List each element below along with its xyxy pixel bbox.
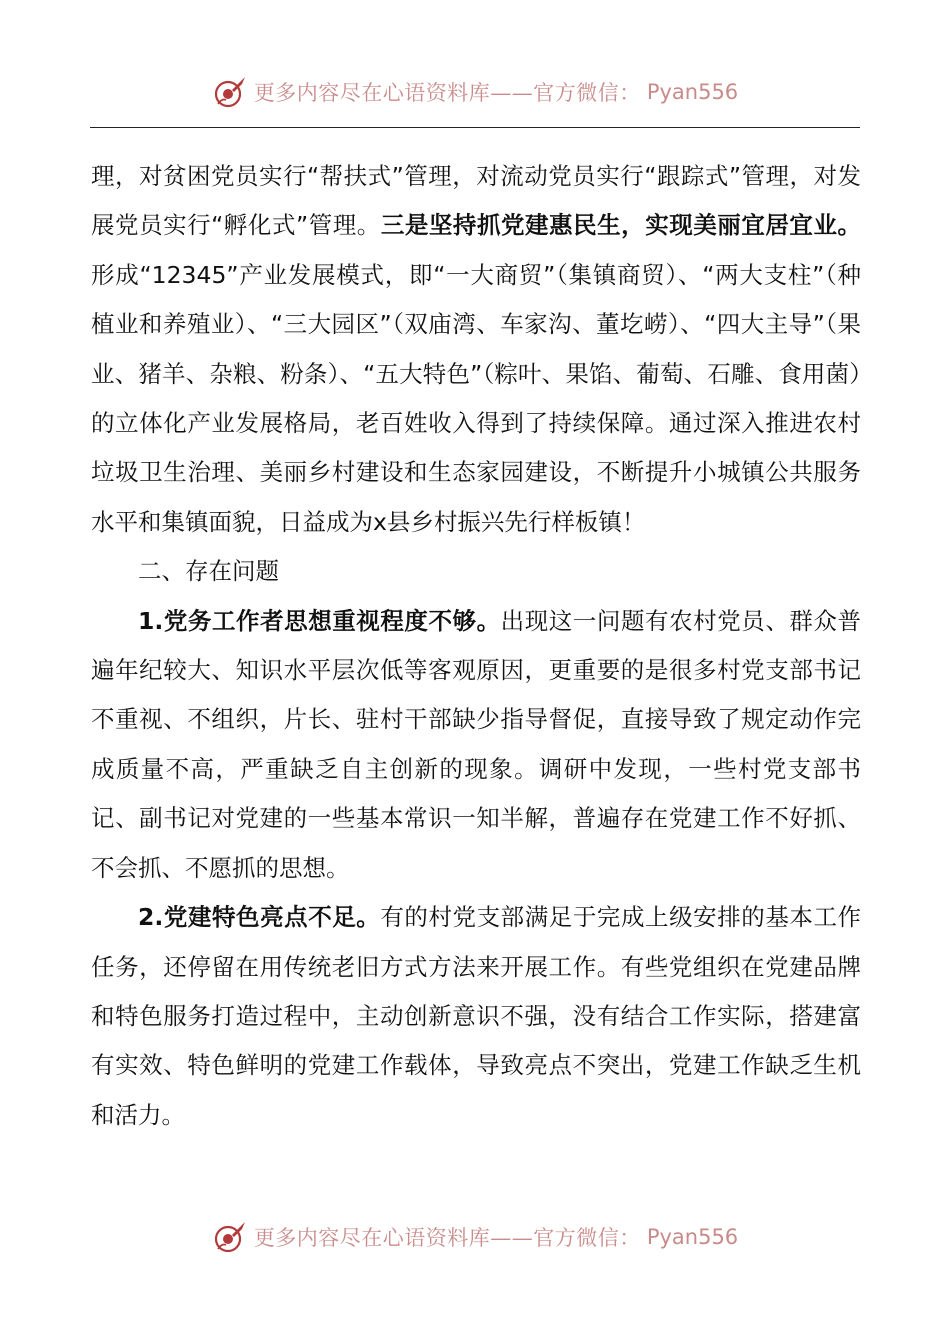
paragraph-text: 有的村党支部满足于完成上级安排的基本工作任务，还停留在用传统老旧方式方法来开展工作。有些党组织在党建品牌和特色服务打造过程中，主动创新意识不强，没有结合工作实际，搭建富有实效、特色鲜明的党建工作载体，导致亮点不突出，党建工作缺乏生机和活力。	[91, 903, 862, 1129]
paragraph-achievements	[91, 152, 861, 547]
paragraph-text: 形成“12345”产业发展模式，即“一大商贸”（集镇商贸）、“两大支柱”（种植业和养殖业）、“三大园区”（双庙湾、车家沟、董圪崂）、“四大主导”（果业、猪羊、杂粮、粉条）、“五大特色”（粽叶、果馅、葡萄、石雕、食用菌）的立体化产业发展格局，老百姓收入得到了持续保障。通过深入推进农村垃圾卫生治理、美丽乡村建设和生态家园建设，不断提升小城镇公共服务水平和集镇面貌，日益成为x县乡村振兴先行样板镇！	[91, 260, 861, 536]
paragraph-problem-2	[91, 893, 861, 1140]
bold-lead: 2.党建特色亮点不足。	[138, 903, 381, 932]
header-divider	[90, 127, 860, 128]
watermark-contact: Pyan556	[646, 80, 739, 104]
document-body	[91, 152, 861, 1140]
bold-lead: 三是坚持抓党建惠民生，实现美丽宜居宜业。	[380, 211, 861, 240]
watermark-contact: Pyan556	[646, 1225, 739, 1249]
paragraph-problem-1	[91, 597, 861, 893]
bold-lead: 1.党务工作者思想重视程度不够。	[138, 606, 501, 635]
quill-seal-icon	[212, 74, 248, 110]
section-heading: 二、存在问题	[138, 557, 279, 586]
footer-watermark	[0, 1215, 950, 1259]
paragraph-text: 出现这一问题有农村党员、群众普遍年纪较大、知识水平层次低等客观原因，更重要的是很多村党支部书记不重视、不组织，片长、驻村干部缺少指导督促，直接导致了规定动作完成质量不高，严重缺乏自主创新的现象。调研中发现，一些村党支部书记、副书记对党建的一些基本常识一知半解，普遍存在党建工作不好抓、不会抓、不愿抓的思想。	[91, 606, 862, 882]
watermark-text: 更多内容尽在心语资料库——官方微信：	[253, 81, 641, 105]
watermark-text: 更多内容尽在心语资料库——官方微信：	[253, 1226, 641, 1250]
quill-seal-icon	[212, 1219, 248, 1255]
header-watermark	[0, 70, 950, 114]
paragraph-text: 理，对贫困党员实行“帮扶式”管理，对流动党员实行“跟踪式”管理，对发展党员实行“孵化式”管理。	[91, 162, 861, 240]
